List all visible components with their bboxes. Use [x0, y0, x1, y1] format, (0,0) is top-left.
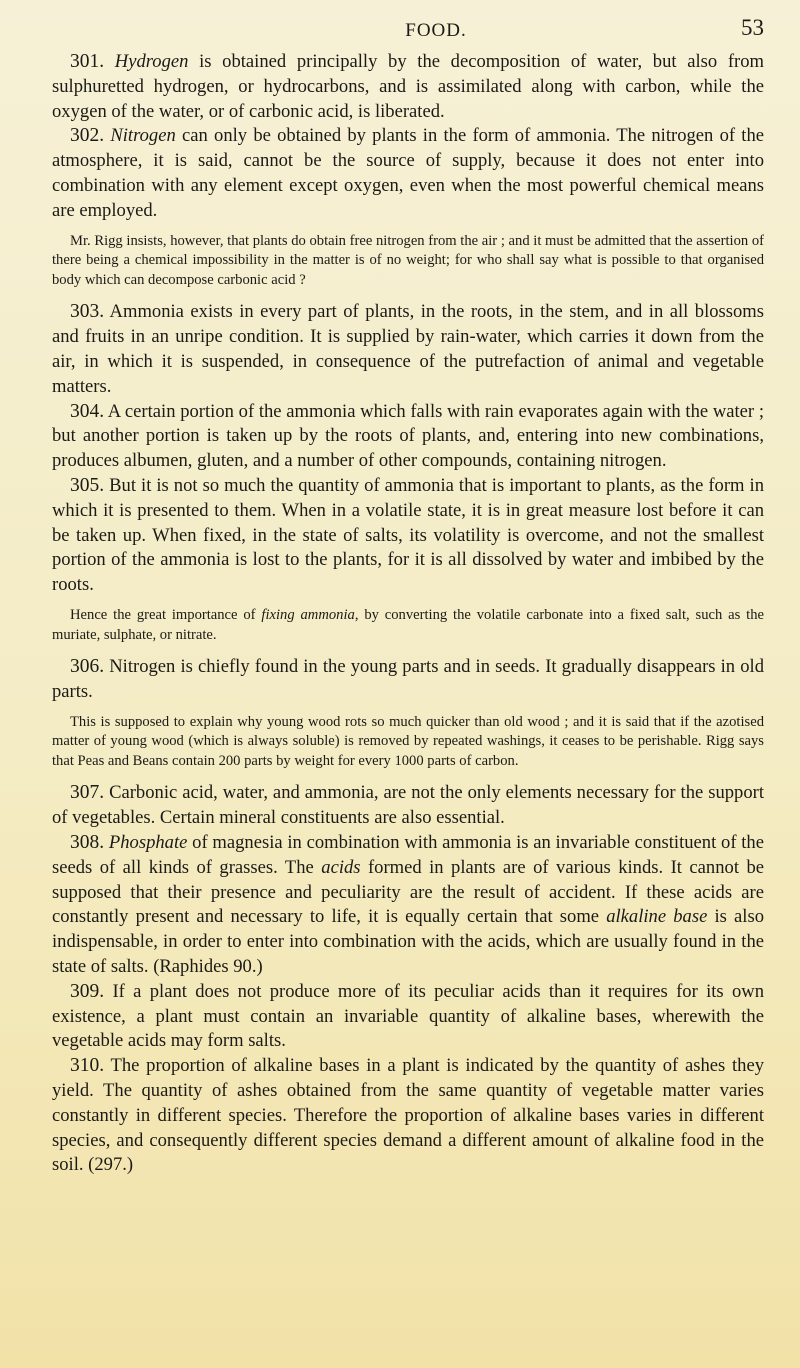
- paragraph-text: Nitrogen is chiefly found in the young parts and in seeds. It gradually disappears in old parts.: [52, 656, 764, 702]
- paragraph-number: 301.: [70, 51, 105, 72]
- paragraph-309: [52, 980, 764, 1054]
- paragraph-text: Carbonic acid, water, and ammonia, are not the only elements necessary for the support of vegetables. Certain mineral constituents are also essential.: [52, 782, 764, 829]
- page-number: 53: [741, 15, 764, 40]
- note-306: This is supposed to explain why young wood rots so much quicker than old wood ; and it is said that if the azotised matter of young wood (which is always soluble) is removed by repeated washings, it ceases to be perishable. Rigg says that Peas and Beans contain 200 parts by weight for every 1000 parts of carbon.: [52, 713, 764, 769]
- running-head: FOOD.: [405, 20, 467, 41]
- paragraph-number: 308.: [70, 832, 105, 854]
- paragraph-text: is also indispensable, in order to enter into combination with the acids, which are usually found in the state of salts. (Raphides 90.): [52, 906, 764, 978]
- note-302: Mr. Rigg insists, however, that plants do obtain free nitrogen from the air ; and it must be admitted that the assertion of there being a chemical impossibility in the matter is of no weight; for who shall say what is possible to that organised body which can decompose carbonic acid ?: [52, 232, 764, 288]
- paragraph-text: But it is not so much the quantity of ammonia that is important to plants, as the form in which it is presented to them. When in a volatile state, it is in great measure lost before it can be taken up. When fixed, in the state of salts, its volatility is overcome, and not the smallest portion of the ammonia is lost to the plants, for it is all dissolved by water and imbibed by the roots.: [52, 474, 764, 596]
- book-page: [52, 0, 764, 1178]
- paragraph-text: is obtained principally by the decomposition of water, but also from sulphuretted hydrogen, or hydrocarbons, and is assimilated along with carbon, while the oxygen of the water, or of carbonic acid, is liberated.: [52, 51, 764, 122]
- paragraph-307: [52, 781, 764, 831]
- paragraph-number: 302.: [70, 125, 105, 147]
- paragraph-number: 307.: [70, 782, 105, 804]
- italic-term: Hydrogen: [114, 51, 189, 72]
- paragraph-305: [52, 474, 764, 598]
- paragraph-text: formed in plants are of various kinds. It cannot be supposed that their presence and peculiarity are the result of accident. If these acids are constantly present and necessary to life, it is equally certain that some: [52, 856, 765, 928]
- italic-term: fixing ammonia: [261, 606, 355, 623]
- note-text: Hence the great importance of: [70, 606, 262, 623]
- note-text: , by converting the volatile carbonate into a fixed salt, such as the muriate, sulphate, or nitrate.: [52, 606, 764, 643]
- paragraph-number: 305.: [70, 474, 105, 496]
- paragraph-number: 306.: [70, 656, 105, 678]
- paragraph-303: [52, 300, 764, 399]
- paragraph-306: [52, 655, 764, 705]
- paragraph-number: 309.: [70, 980, 105, 1002]
- paragraph-text: If a plant does not produce more of its peculiar acids than it requires for its own existence, a plant must contain an invariable quantity of alkaline bases, wherewith the vegetable acids may form salts.: [52, 980, 764, 1052]
- italic-term: acids: [321, 856, 361, 878]
- italic-term: Nitrogen: [110, 125, 176, 147]
- italic-term: Phosphate: [108, 832, 188, 854]
- page-header: [52, 0, 764, 50]
- paragraph-302: [52, 124, 764, 223]
- paragraph-text: of magnesia in combination with ammonia is an invariable constituent of the seeds of all kinds of grasses. The: [52, 832, 764, 878]
- paragraph-310: [52, 1054, 764, 1178]
- paragraph-number: 304.: [70, 400, 105, 422]
- paragraph-number: 303.: [70, 301, 105, 323]
- paragraph-text: can only be obtained by plants in the form of ammonia. The nitrogen of the atmosphere, it is said, cannot be the source of supply, because it does not enter into combination with any element except oxygen, even when the most powerful chemical means are employed.: [52, 125, 764, 221]
- paragraph-301: [52, 50, 764, 124]
- italic-term: alkaline base: [606, 906, 708, 928]
- paragraph-text: The proportion of alkaline bases in a plant is indicated by the quantity of ashes they yield. The quantity of ashes obtained from the same quantity of vegetable matter varies constantly in different species. Therefore the proportion of alkaline bases varies in different species, and consequently different species demand a different amount of alkaline food in the soil. (297.): [52, 1055, 764, 1176]
- paragraph-text: A certain portion of the ammonia which falls with rain evaporates again with the water ; but another portion is taken up by the roots of plants, and, entering into new combinations, produces albumen, gluten, and a number of other compounds, containing nitrogen.: [52, 400, 764, 472]
- paragraph-304: [52, 400, 764, 474]
- paragraph-308: [52, 831, 764, 980]
- paragraph-number: 310.: [70, 1055, 105, 1077]
- note-305: [52, 606, 764, 645]
- paragraph-text: Ammonia exists in every part of plants, in the roots, in the stem, and in all blossoms and fruits in an unripe condition. It is supplied by rain-water, which carries it down from the air, in which it is suspended, in consequence of the putrefaction of animal and vegetable matters.: [52, 301, 764, 397]
